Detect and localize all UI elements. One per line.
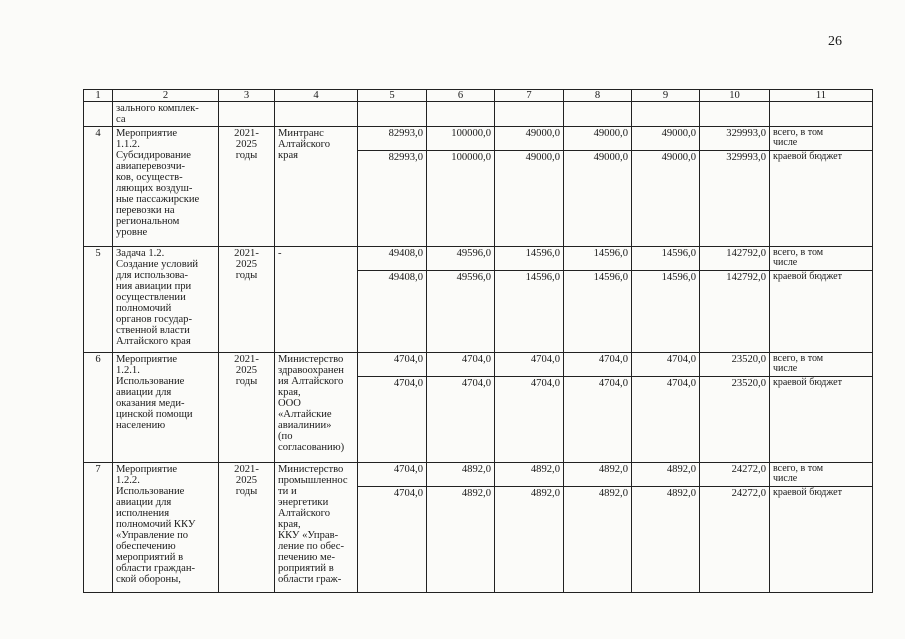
year-value: 4892,0 xyxy=(495,463,564,487)
year-value: 4892,0 xyxy=(564,463,632,487)
total-value: 24272,0 xyxy=(700,463,770,487)
funding-source: всего, в том числе xyxy=(770,463,873,487)
measure-name: Мероприятие 1.1.2. Субсидирование авиаперевозчи- ков, осуществ- ляющих воздуш- ные пассажирские перевозки на региональном уровне xyxy=(113,127,219,247)
funding-source: краевой бюджет xyxy=(770,271,873,353)
column-header: 7 xyxy=(495,90,564,102)
year-value: 4704,0 xyxy=(564,353,632,377)
total-value: 142792,0 xyxy=(700,247,770,271)
year-value: 4704,0 xyxy=(632,377,700,463)
program-table xyxy=(83,89,873,593)
year-value: 4704,0 xyxy=(495,377,564,463)
year-value: 4704,0 xyxy=(564,377,632,463)
total-value: 23520,0 xyxy=(700,377,770,463)
funding-source: краевой бюджет xyxy=(770,487,873,593)
funding-source: всего, в том числе xyxy=(770,247,873,271)
year-value: 49596,0 xyxy=(427,271,495,353)
year-value: 49000,0 xyxy=(495,127,564,151)
year-value: 14596,0 xyxy=(632,247,700,271)
funding-source: краевой бюджет xyxy=(770,151,873,247)
funding-source: всего, в том числе xyxy=(770,127,873,151)
year-value: 4892,0 xyxy=(632,487,700,593)
total-value: 142792,0 xyxy=(700,271,770,353)
year-value: 4704,0 xyxy=(358,353,427,377)
period: 2021- 2025 годы xyxy=(219,127,275,247)
year-value: 4704,0 xyxy=(495,353,564,377)
year-value: 100000,0 xyxy=(427,127,495,151)
measure-name: Задача 1.2. Создание условий для использова- ния авиации при осуществлении полномочий органов государ- ственной власти Алтайского края xyxy=(113,247,219,353)
year-value: 4704,0 xyxy=(632,353,700,377)
row-number: 7 xyxy=(84,463,113,593)
year-value: 100000,0 xyxy=(427,151,495,247)
executor: - xyxy=(275,247,358,353)
table-row xyxy=(84,247,873,271)
total-value: 23520,0 xyxy=(700,353,770,377)
column-header: 2 xyxy=(113,90,219,102)
year-value: 14596,0 xyxy=(564,271,632,353)
year-value: 4704,0 xyxy=(427,377,495,463)
executor: Министерство здравоохранен ия Алтайского края, ООО «Алтайские авиалинии» (по согласованию) xyxy=(275,353,358,463)
column-header-row xyxy=(84,90,873,102)
column-header: 8 xyxy=(564,90,632,102)
executor: Министерство промышленнос ти и энергетики Алтайского края, ККУ «Управ- ление по обес- печению ме- роприятий в области граж- xyxy=(275,463,358,593)
executor: Минтранс Алтайского края xyxy=(275,127,358,247)
page-number: 26 xyxy=(828,34,842,49)
total-value: 329993,0 xyxy=(700,151,770,247)
year-value: 82993,0 xyxy=(358,151,427,247)
period: 2021- 2025 годы xyxy=(219,463,275,593)
year-value: 4892,0 xyxy=(427,463,495,487)
year-value: 14596,0 xyxy=(564,247,632,271)
column-header: 4 xyxy=(275,90,358,102)
funding-source: всего, в том числе xyxy=(770,353,873,377)
year-value: 49408,0 xyxy=(358,247,427,271)
period: 2021- 2025 годы xyxy=(219,353,275,463)
year-value: 14596,0 xyxy=(495,271,564,353)
year-value: 4704,0 xyxy=(358,487,427,593)
year-value: 49000,0 xyxy=(564,151,632,247)
measure-name: Мероприятие 1.2.1. Использование авиации для оказания меди- цинской помощи населению xyxy=(113,353,219,463)
year-value: 49000,0 xyxy=(495,151,564,247)
year-value: 4892,0 xyxy=(495,487,564,593)
total-value: 24272,0 xyxy=(700,487,770,593)
column-header: 5 xyxy=(358,90,427,102)
year-value: 4704,0 xyxy=(427,353,495,377)
column-header: 3 xyxy=(219,90,275,102)
continuation-row xyxy=(84,102,873,127)
table-row xyxy=(84,463,873,487)
year-value: 49000,0 xyxy=(632,127,700,151)
column-header: 1 xyxy=(84,90,113,102)
year-value: 4704,0 xyxy=(358,463,427,487)
year-value: 49000,0 xyxy=(632,151,700,247)
column-header: 9 xyxy=(632,90,700,102)
year-value: 49000,0 xyxy=(564,127,632,151)
year-value: 14596,0 xyxy=(495,247,564,271)
table-row xyxy=(84,127,873,151)
year-value: 4892,0 xyxy=(632,463,700,487)
year-value: 49408,0 xyxy=(358,271,427,353)
year-value: 4892,0 xyxy=(427,487,495,593)
column-header: 6 xyxy=(427,90,495,102)
year-value: 4892,0 xyxy=(564,487,632,593)
row-number: 5 xyxy=(84,247,113,353)
total-value: 329993,0 xyxy=(700,127,770,151)
measure-name: Мероприятие 1.2.2. Использование авиации для исполнения полномочий ККУ «Управление по обеспечению мероприятий в области граждан- ской обороны, xyxy=(113,463,219,593)
row-number: 4 xyxy=(84,127,113,247)
row-number: 6 xyxy=(84,353,113,463)
funding-source: краевой бюджет xyxy=(770,377,873,463)
year-value: 14596,0 xyxy=(632,271,700,353)
year-value: 82993,0 xyxy=(358,127,427,151)
column-header: 11 xyxy=(770,90,873,102)
continuation-text: зального комплек- са xyxy=(113,102,219,127)
year-value: 49596,0 xyxy=(427,247,495,271)
column-header: 10 xyxy=(700,90,770,102)
period: 2021- 2025 годы xyxy=(219,247,275,353)
year-value: 4704,0 xyxy=(358,377,427,463)
table-row xyxy=(84,353,873,377)
